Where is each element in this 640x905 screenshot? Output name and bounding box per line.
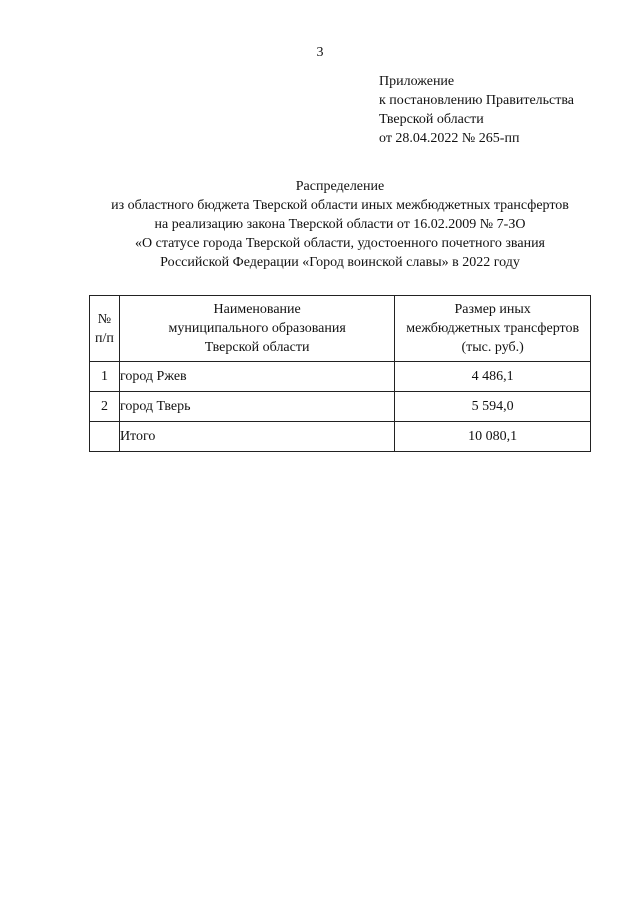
- appendix-block: [379, 72, 574, 148]
- header-number: [90, 296, 120, 362]
- appendix-region: Тверской области: [379, 112, 484, 127]
- heading-title: Распределение: [295, 179, 385, 194]
- header-municipality-line: муниципального образования: [168, 321, 346, 336]
- row-municipality: город Тверь: [119, 392, 394, 422]
- appendix-resolution-ref: к постановлению Правительства: [379, 93, 575, 108]
- page-number: 3: [316, 45, 324, 60]
- header-municipality-line: Тверской области: [204, 340, 310, 355]
- header-municipality-line: Наименование: [213, 302, 301, 317]
- row-municipality: город Ржев: [119, 362, 394, 392]
- heading-line: Российской Федерации «Город воинской славы» в 2022 году: [160, 255, 520, 270]
- header-amount-line: межбюджетных трансфертов: [406, 321, 580, 336]
- heading-line: из областного бюджета Тверской области иных межбюджетных трансфертов: [111, 198, 569, 213]
- table-header-row: [90, 296, 591, 362]
- heading-line: на реализацию закона Тверской области от 16.02.2009 № 7-ЗО: [154, 217, 526, 232]
- total-number-cell: [90, 422, 120, 452]
- total-label: Итого: [119, 422, 394, 452]
- header-amount-line: Размер иных: [454, 302, 531, 317]
- row-number: 1: [90, 362, 120, 392]
- header-amount-line: (тыс. руб.): [461, 340, 524, 355]
- table-total-row: [90, 422, 591, 452]
- appendix-title: Приложение: [379, 74, 455, 89]
- heading-line: «О статусе города Тверской области, удостоенного почетного звания: [135, 236, 545, 251]
- header-number-line: п/п: [95, 330, 114, 346]
- header-municipality: [119, 296, 394, 362]
- row-amount: 4 486,1: [395, 362, 591, 392]
- header-number-line: №: [97, 311, 112, 327]
- document-heading: [40, 177, 640, 272]
- distribution-table: [89, 295, 591, 452]
- row-number: 2: [90, 392, 120, 422]
- appendix-date-number: от 28.04.2022 № 265-пп: [379, 131, 520, 146]
- header-amount: [395, 296, 591, 362]
- table-row: [90, 392, 591, 422]
- table-row: [90, 362, 591, 392]
- row-amount: 5 594,0: [395, 392, 591, 422]
- total-amount: 10 080,1: [395, 422, 591, 452]
